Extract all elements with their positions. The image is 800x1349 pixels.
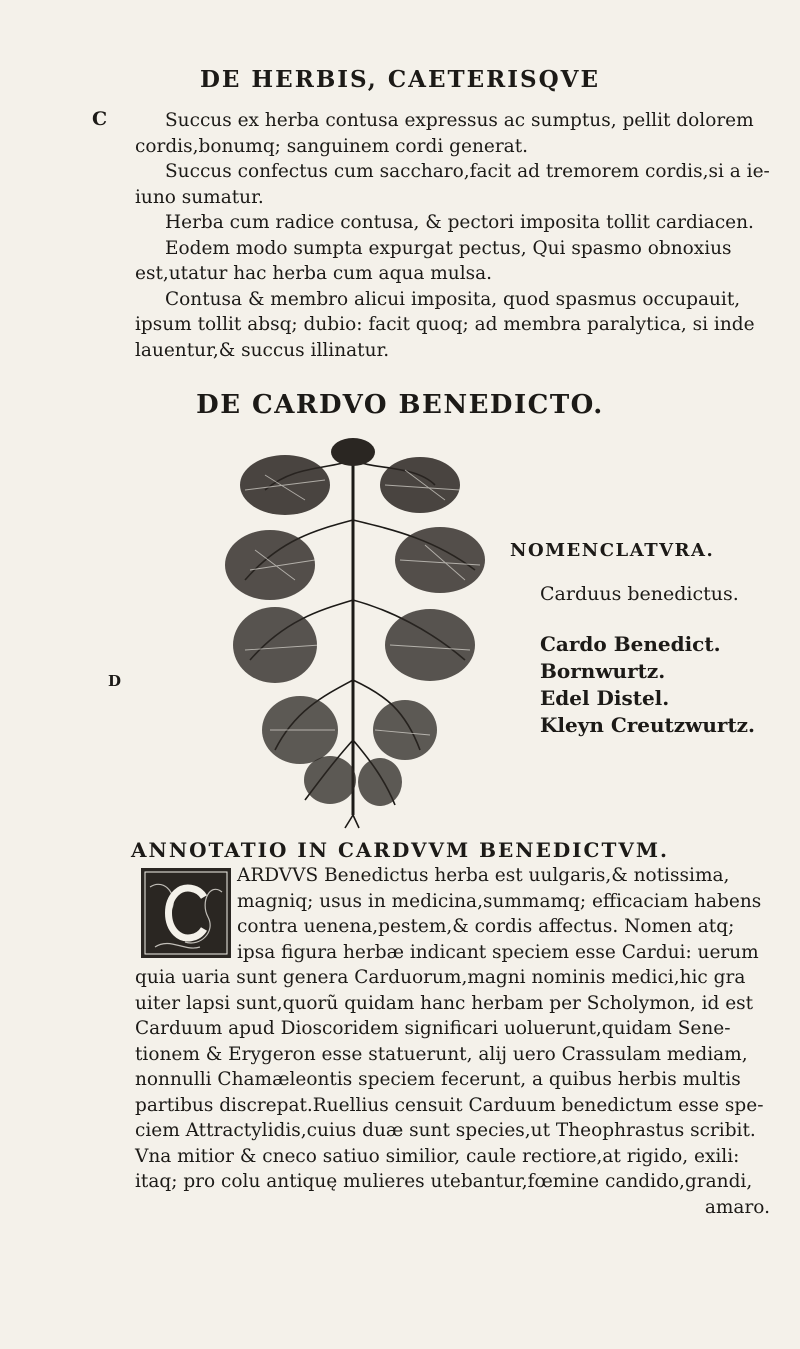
latin-name: Carduus benedictus.: [540, 583, 739, 605]
carduus-woodcut-illustration: [225, 430, 515, 830]
section-title: DE CARDVO BENEDICTO.: [196, 390, 604, 420]
nomenclature-block: [510, 540, 770, 739]
german-name: Kleyn Creutzwurtz.: [540, 713, 755, 737]
text-line: Carduum apud Dioscoridem significari uoluerunt,quidam Sene-: [135, 1018, 731, 1039]
paragraph: Contusa & membro alicui imposita, quod spasmus occupauit, ipsum tollit absq; dubio: facit quoq; ad membra paralytica, si inde lauentur,& succus illinatur.: [135, 288, 755, 361]
text-line: nonnulli Chamæleontis speciem fecerunt, a quibus herbis multis: [135, 1069, 741, 1090]
text-line: itaq; pro colu antiquę mulieres utebantur,fœmine candido,grandi,: [135, 1171, 753, 1192]
german-name: Bornwurtz.: [540, 659, 666, 683]
annotation-title: ANNOTATIO IN CARDVVM BENEDICTVM.: [131, 838, 669, 862]
margin-letter-d: D: [108, 672, 122, 690]
text-line: tionem & Erygeron esse statuerunt, alij uero Crassulam mediam,: [135, 1043, 748, 1065]
margin-letter-c: C: [92, 108, 108, 130]
paragraph: Eodem modo sumpta expurgat pectus, Qui spasmo obnoxius est,utatur hac herba cum aqua mulsa.: [135, 237, 732, 284]
text-line: partibus discrepat.Ruellius censuit Carduum benedictum esse spe-: [135, 1094, 764, 1116]
annotation-body: [135, 863, 770, 1220]
text-line: quia uaria sunt genera Carduorum,magni nominis medici,hic gra: [135, 967, 746, 988]
text-line: amaro.: [704, 1196, 770, 1218]
text-line: contra uenena,pestem,& cordis affectus. Nomen atq;: [237, 916, 735, 937]
text-line: ARDVVS Benedictus herba est uulgaris,& notissima,: [237, 865, 730, 886]
text-line: magniq; usus in medicina,summamq; efficaciam habens: [237, 890, 762, 912]
paragraph: Succus confectus cum saccharo,facit ad tremorem cordis,si a ie- iuno sumatur.: [135, 161, 770, 208]
german-name: Cardo Benedict.: [540, 632, 721, 656]
paragraph: Succus ex herba contusa expressus ac sumptus, pellit dolorem cordis,bonumq; sanguinem cordi generat.: [135, 110, 754, 157]
paragraph-block: [135, 108, 770, 363]
german-name: Edel Distel.: [540, 686, 670, 710]
text-line: ipsa figura herbæ indicant speciem esse Cardui: uerum: [237, 941, 759, 963]
text-line: uiter lapsi sunt,quorũ quidam hanc herbam per Scholymon, id est: [135, 992, 754, 1014]
text-line: Vna mitior & cneco satiuo similior, caule rectiore,at rigido, exili:: [135, 1145, 740, 1167]
running-head: DE HERBIS, CAETERISQVE: [199, 66, 601, 93]
paragraph: Herba cum radice contusa, & pectori imposita tollit cardiacen.: [165, 212, 754, 233]
text-line: ciem Attractylidis,cuius duæ sunt species,ut Theophrastus scribit.: [135, 1120, 756, 1141]
nomenclature-heading: NOMENCLATVRA.: [510, 540, 715, 561]
